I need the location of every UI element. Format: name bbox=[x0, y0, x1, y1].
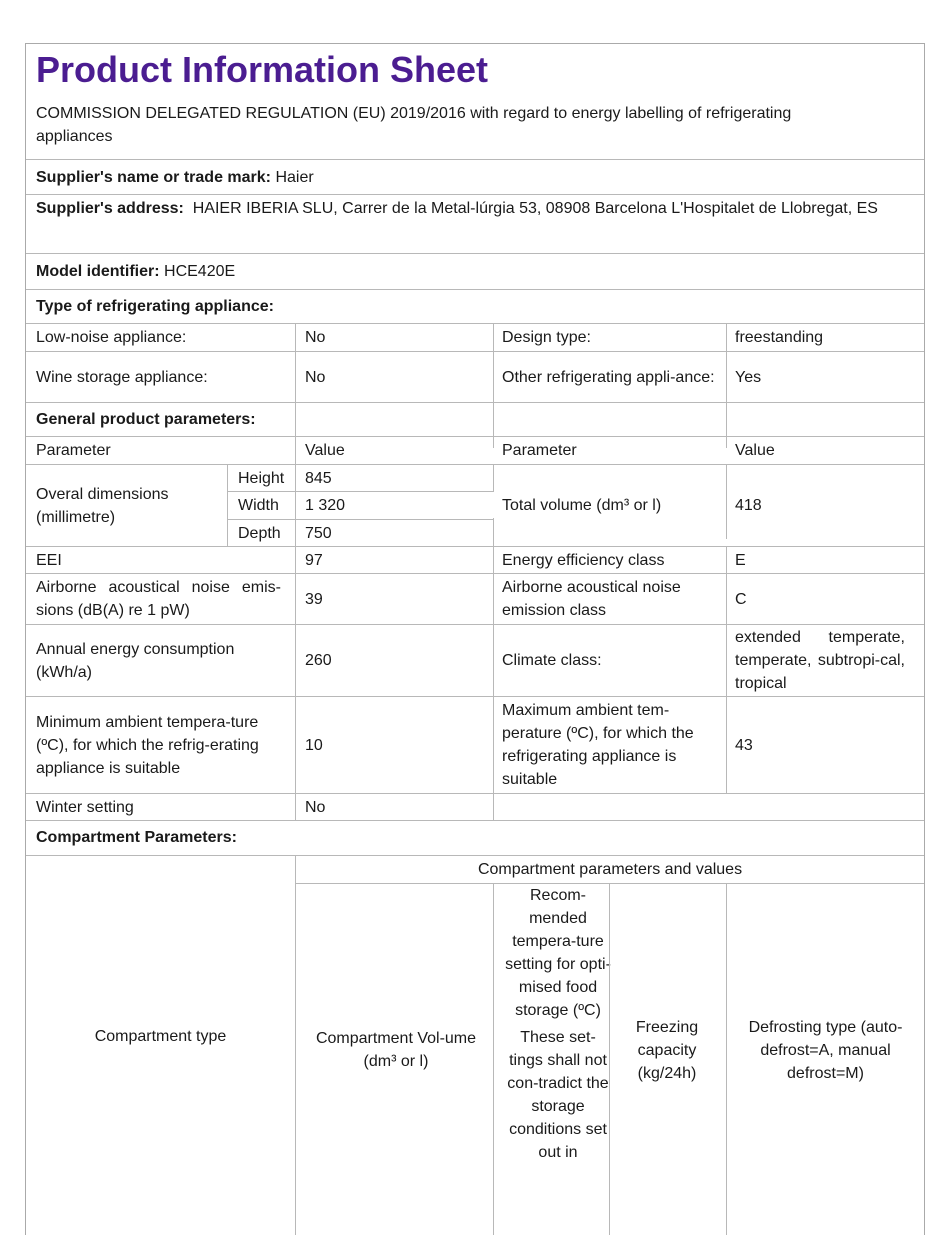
regulation-text: COMMISSION DELEGATED REGULATION (EU) 2019/2016 with regard to energy labelling of refrigerating appliances bbox=[36, 105, 792, 145]
width-value: 1 320 bbox=[305, 496, 346, 514]
col-compartment-volume: Compartment Vol-ume (dm³ or l) bbox=[315, 1030, 477, 1070]
col-parameter-2: Parameter bbox=[502, 441, 577, 459]
climate-class-value-text: extended temperate, temperate, subtropi-cal, tropical bbox=[735, 629, 905, 692]
product-information-sheet bbox=[25, 43, 925, 1235]
max-ambient-value: 43 bbox=[735, 736, 753, 754]
supplier-name-row bbox=[36, 160, 916, 194]
energy-class-label: Energy efficiency class bbox=[502, 551, 665, 569]
width-label: Width bbox=[238, 496, 279, 514]
eei-label: EEI bbox=[36, 551, 62, 569]
eei-value: 97 bbox=[305, 551, 323, 569]
noise-class-label: Airborne acoustical noise emission class bbox=[502, 579, 681, 619]
total-volume-value: 418 bbox=[735, 497, 762, 514]
noise-emissions-label-text: Airborne acoustical noise emis-sions (dB(A) re 1 pW) bbox=[36, 579, 281, 619]
min-ambient-value: 10 bbox=[305, 736, 323, 754]
depth-value: 750 bbox=[305, 524, 332, 542]
type-section-heading: Type of refrigerating appliance: bbox=[36, 297, 274, 315]
depth-label: Depth bbox=[238, 524, 281, 542]
col-value: Value bbox=[305, 441, 345, 459]
col-defrosting-type: Defrosting type (auto-defrost=A, manual defrost=M) bbox=[748, 1018, 903, 1082]
compartment-group-header: Compartment parameters and values bbox=[477, 861, 743, 878]
general-section-heading: General product parameters: bbox=[36, 410, 256, 428]
low-noise-label: Low-noise appliance: bbox=[36, 328, 187, 346]
page-title: Product Information Sheet bbox=[36, 49, 489, 90]
noise-emissions-value: 39 bbox=[305, 590, 323, 608]
supplier-name-label: Supplier's name or trade mark: bbox=[36, 168, 271, 186]
recommended-temperature-text: Recom-mended tempera-ture setting for opti-mised food storage (ºC) bbox=[505, 887, 611, 1019]
noise-class-value: C bbox=[735, 590, 747, 608]
wine-storage-value: No bbox=[305, 368, 326, 386]
col-recommended-temperature bbox=[505, 884, 611, 1235]
model-identifier-value: HCE420E bbox=[164, 262, 236, 280]
supplier-address-value: HAIER IBERIA SLU, Carrer de la Metal-lúrgia 53, 08908 Barcelona L'Hospitalet de Llobregat, ES bbox=[192, 200, 878, 217]
col-compartment-type: Compartment type bbox=[94, 1027, 227, 1045]
climate-class-label: Climate class: bbox=[502, 652, 602, 669]
climate-class-value bbox=[735, 625, 905, 696]
height-label: Height bbox=[238, 469, 285, 487]
supplier-name-value: Haier bbox=[275, 168, 314, 186]
total-volume-label: Total volume (dm³ or l) bbox=[502, 497, 662, 514]
other-appliance-label bbox=[502, 352, 717, 402]
model-identifier-row bbox=[36, 254, 916, 288]
other-appliance-value: Yes bbox=[735, 368, 762, 386]
dimensions-label: Overal dimensions (millimetre) bbox=[36, 485, 169, 526]
low-noise-value: No bbox=[305, 328, 326, 346]
supplier-address-row bbox=[36, 197, 916, 245]
wine-storage-label: Wine storage appliance: bbox=[36, 368, 208, 386]
design-type-value: freestanding bbox=[735, 328, 824, 346]
col-parameter: Parameter bbox=[36, 441, 111, 459]
model-identifier-label: Model identifier: bbox=[36, 262, 160, 280]
col-freezing-capacity: Freezing capacity (kg/24h) bbox=[635, 1018, 699, 1082]
height-value: 845 bbox=[305, 469, 332, 487]
energy-consumption-value: 260 bbox=[305, 652, 332, 669]
compartment-section-heading: Compartment Parameters: bbox=[36, 828, 237, 846]
noise-emissions-label bbox=[36, 574, 281, 624]
design-type-label: Design type: bbox=[502, 328, 591, 346]
max-ambient-label: Maximum ambient tem-perature (ºC), for which the refrigerating appliance is suitable bbox=[502, 702, 694, 788]
min-ambient-label: Minimum ambient tempera-ture (ºC), for which the refrig-erating appliance is suitable bbox=[36, 713, 259, 777]
energy-consumption-label: Annual energy consumption (kWh/a) bbox=[36, 640, 235, 681]
winter-setting-label: Winter setting bbox=[36, 798, 134, 816]
storage-conditions-text: These set-tings shall not con-tradict the storage conditions set out in bbox=[507, 1029, 609, 1161]
winter-setting-value: No bbox=[305, 798, 326, 816]
supplier-address-label: Supplier's address: bbox=[36, 200, 184, 217]
col-value-2: Value bbox=[735, 441, 775, 459]
energy-class-value: E bbox=[735, 551, 746, 569]
other-appliance-label-text: Other refrigerating appli-ance: bbox=[502, 368, 715, 386]
